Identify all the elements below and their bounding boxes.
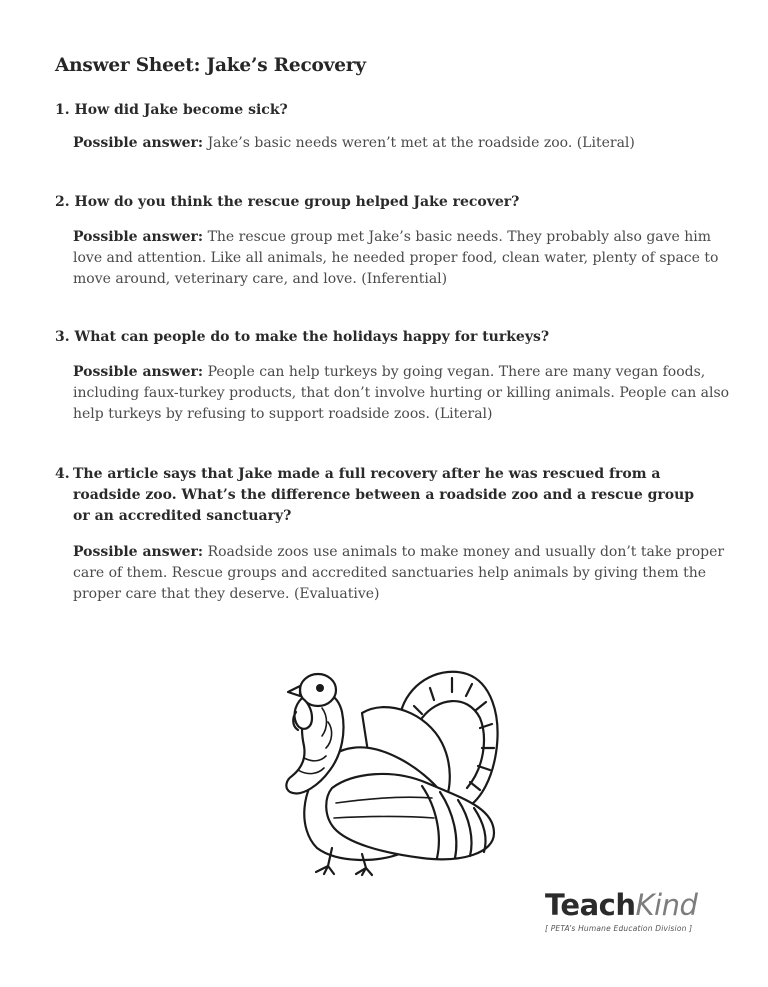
logo-teach-text: Teach xyxy=(545,888,636,922)
question-3 xyxy=(55,327,549,348)
answer-label: Possible answer: xyxy=(73,229,204,245)
question-number: 4. xyxy=(55,466,70,482)
answer-label: Possible answer: xyxy=(73,544,204,560)
answer-1 xyxy=(73,133,733,154)
answer-text: People can help turkeys by going vegan. There are many vegan foods, including faux-turkey products, that don’t involve hurting or killing animals. People can also help turkeys by refusing to support roadside zoos. (Literal) xyxy=(73,364,730,422)
turkey-illustration-icon xyxy=(262,658,510,878)
logo-subtitle: [ PETA’s Humane Education Division ] xyxy=(545,924,693,933)
question-4 xyxy=(55,464,713,527)
question-text: The article says that Jake made a full recovery after he was rescued from a roadside zoo. What’s the difference between a roadside zoo and a rescue group or an accredited sanctuary? xyxy=(73,466,695,524)
question-1 xyxy=(55,100,288,121)
question-2 xyxy=(55,192,519,213)
beak xyxy=(288,686,300,696)
answer-text: Jake’s basic needs weren’t met at the roadside zoo. (Literal) xyxy=(207,135,635,151)
teachkind-logo xyxy=(545,888,720,938)
question-text: How did Jake become sick? xyxy=(74,102,288,118)
page-title: Answer Sheet: Jake’s Recovery xyxy=(55,55,366,76)
answer-text: Roadside zoos use animals to make money and usually don’t take proper care of them. Rescue groups and accredited sanctuaries help animals by giving them the proper care that they deserve. (Evaluative) xyxy=(73,544,725,602)
eye xyxy=(316,684,324,692)
question-number: 3. xyxy=(55,329,70,345)
logo-wordmark xyxy=(545,888,720,922)
answer-3 xyxy=(73,362,733,425)
question-text: How do you think the rescue group helped Jake recover? xyxy=(74,194,520,210)
question-number: 2. xyxy=(55,194,70,210)
answer-4 xyxy=(73,542,733,605)
answer-label: Possible answer: xyxy=(73,135,204,151)
answer-label: Possible answer: xyxy=(73,364,204,380)
question-number: 1. xyxy=(55,102,70,118)
question-text: What can people do to make the holidays happy for turkeys? xyxy=(74,329,550,345)
answer-text: The rescue group met Jake’s basic needs. They probably also gave him love and attention. Like all animals, he needed proper food, clean water, plenty of space to move around, veterinary care, and love. (Inferential) xyxy=(73,229,719,287)
logo-kind-text: Kind xyxy=(635,888,698,922)
answer-2 xyxy=(73,227,733,290)
